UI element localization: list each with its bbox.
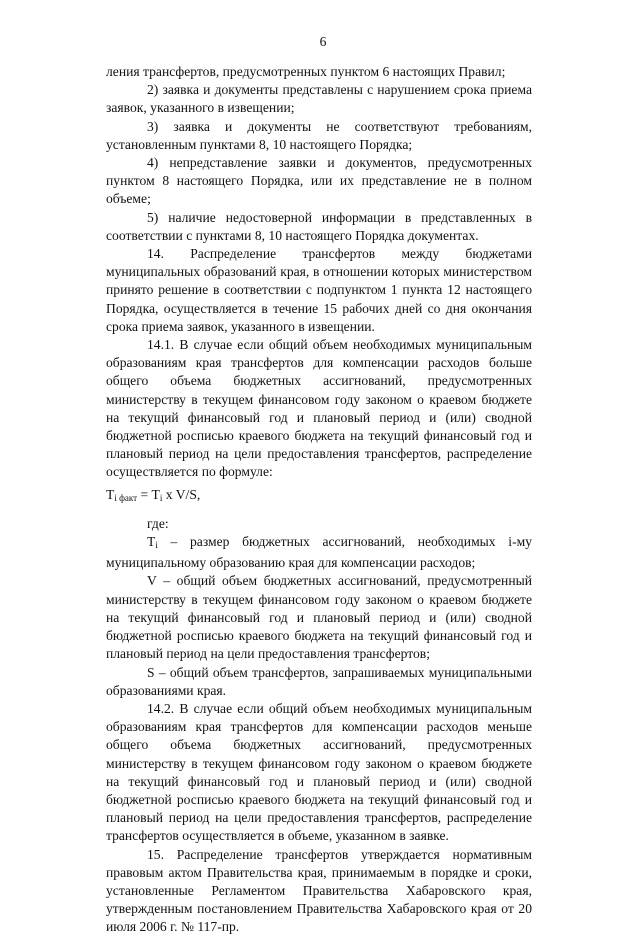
formula-lhs-subscript: i факт <box>114 492 138 503</box>
paragraph-15: 15. Распределение трансфертов утверждается нормативным правовым актом Правительства края, принимаемым в порядке и сроки, установленные Регламентом Правительства Хабаровского края, утвержденным постановлением Правительства Хабаровского края от 20 июля 2006 г. № 117-пр. <box>106 846 532 935</box>
definition-v <box>106 572 532 663</box>
definition-text: – общий объем бюджетных ассигнований, предусмотренный министерству в текущем финансовом году законом о краевом бюджете на текущий финансовый год и плановый период и (или) сводной бюджетной росписью краевого бюджета на текущий финансовый год и плановый период на цели предоставления трансфертов; <box>106 573 532 662</box>
list-item-5: 5) наличие недостоверной информации в представленных в соответствии с пунктами 8, 10 настоящего Порядка документах. <box>106 209 532 243</box>
paragraph-14-1: 14.1. В случае если общий объем необходимых муниципальным образованиям края трансфертов для компенсации расходов больше общего объема бюджетных ассигнований, предусмотренных министерству в текущем финансовом году законом о краевом бюджете на текущий финансовый год и плановый период и (или) сводной бюджетной росписью краевого бюджета на текущий финансовый год и плановый период на цели предоставления трансфертов, распределение осуществляется по формуле: <box>106 337 532 480</box>
list-item-2: 2) заявка и документы представлены с нарушением срока приема заявок, указанного в извещении; <box>106 82 532 116</box>
paragraph-14-2: 14.2. В случае если общий объем необходимых муниципальным образованиям края трансфертов для компенсации расходов меньше общего объема бюджетных ассигнований, предусмотренных министерству в текущем финансовом году законом о краевом бюджете на текущий финансовый год и плановый период и (или) сводной бюджетной росписью краевого бюджета на текущий финансовый год и плановый период на цели предоставления трансфертов, распределение трансфертов осуществляется в объеме, указанном в заявке. <box>106 700 532 844</box>
document-body <box>106 63 532 937</box>
distribution-formula <box>106 486 532 507</box>
definition-ti <box>106 533 532 572</box>
where-label: где: <box>147 515 169 531</box>
definition-text: – размер бюджетных ассигнований, необходимых i-му муниципальному образованию края для компенсации расходов; <box>106 534 532 571</box>
definition-text: – общий объем трансфертов, запрашиваемых муниципальными образованиями края. <box>106 664 532 698</box>
definition-symbol: T <box>147 534 156 550</box>
document-page <box>106 34 532 937</box>
list-item-4: 4) непредставление заявки и документов, предусмотренных пунктом 8 настоящего Порядка, или их представление не в полном объеме; <box>106 155 532 207</box>
page-number: 6 <box>319 34 327 49</box>
list-item-3: 3) заявка и документы не соответствуют требованиям, установленным пунктами 8, 10 настоящего Порядка; <box>106 118 532 152</box>
definition-symbol: S <box>147 664 155 680</box>
formula-rhs-subscript: i <box>159 492 163 503</box>
definition-s <box>106 664 532 700</box>
formula-lhs: T <box>106 486 115 502</box>
paragraph-continuation: ления трансфертов, предусмотренных пунктом 6 настоящих Правил; <box>106 64 506 79</box>
definition-symbol: V <box>147 573 157 589</box>
definition-symbol-subscript: i <box>155 540 158 551</box>
formula-equals: = T <box>137 486 160 502</box>
formula-rest: x V/S, <box>162 486 201 502</box>
paragraph-14: 14. Распределение трансфертов между бюджетами муниципальных образований края, в отношении которых министерством принято решение в соответствии с подпунктом 1 пункта 12 настоящего Порядка, осуществляется в течение 15 рабочих дней со дня окончания срока приема заявок, указанного в извещении. <box>106 246 532 334</box>
